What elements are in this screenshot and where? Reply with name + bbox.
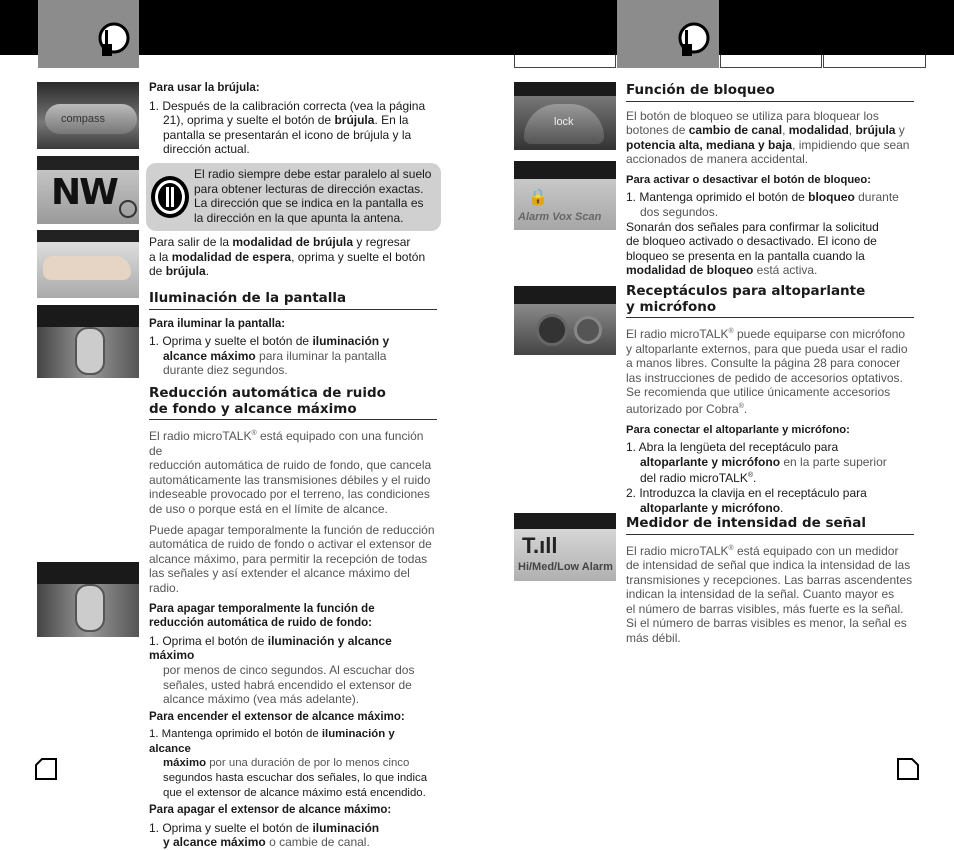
lock-heading: Función de bloqueo <box>626 82 775 98</box>
display-section: Iluminación de la pantalla Para iluminar la pantalla: 1. Oprima y suelte el botón de iluminación y alcance máximo para iluminar la pantalla durante diez segundos. <box>149 291 437 378</box>
display-heading: Iluminación de la pantalla <box>149 290 347 306</box>
signal-display-photo: T.ıll Hi/Med/Low Alarm <box>514 513 616 581</box>
lock-button-label: lock <box>554 116 574 128</box>
noise-section: Reducción automática de ruido de fondo y alcance máximo El radio microTALK® está equipado con una función de reducción automática de ruido de fondo, que cancela automáticamente las transmisiones débiles y el ruido indeseable provocado por el terreno, las condiciones de uso o porque está en el límite de alcance. Puede apagar temporalmente la función de reducción automática de ruido de fondo o activar el extensor de alcance máximo, para permitir la recepción de todas las señales y así extender el alcance máximo del radio. Para apagar temporalmente la función de reducción automática de ruido de fondo: 1. Oprima el botón de iluminación y alcance máximo por menos de cinco segundos. Al escuchar dos señales, usted habrá encendido el extensor de alcance máximo (vea más adelante). Para encender el extensor de alcance máximo: 1. Mantenga oprimido el botón de iluminación y alcance máximo por una duración de por lo menos cinco segundos hasta escuchar dos señales, lo que indica que el extensor de alcance máximo está encendido. Para apagar el extensor de alcance máximo: 1. Oprima y suelte el botón de iluminación y alcance máximo o cambie de canal. <box>149 386 437 850</box>
side-button-photo <box>37 305 139 378</box>
signal-mode-labels: Hi/Med/Low Alarm <box>518 561 613 573</box>
jack-photo <box>514 286 616 355</box>
compass-step1-line4: dirección actual. <box>163 142 250 157</box>
signal-section: Medidor de intensidad de señal El radio microTALK® está equipado con un medidor de intensidad de señal que indica la intensidad de las transmisiones y recepciones. Las barras ascendentes indican la intensidad de la señal. Cuanto mayor es el número de barras visibles, más fuerte es la señal. Si el número de barras visibles es menor, la señal es más débil. <box>626 515 913 646</box>
radio-logo-icon <box>92 18 132 58</box>
compass-section <box>149 81 441 157</box>
hand-pressing-photo <box>37 230 139 298</box>
side-button-photo-2 <box>37 562 139 637</box>
header-tab-box-1 <box>514 55 616 68</box>
header-tab-box-2 <box>720 55 822 68</box>
compass-subhead: Para usar la brújula: <box>149 82 260 94</box>
jacks-heading-2: y micrófono <box>626 298 717 315</box>
caution-note-text: El radio siempre debe estar paralelo al suelo para obtener lecturas de dirección exactas. La dirección que se indica en la pantalla es la dirección en la que apunta la antena. <box>194 167 432 225</box>
compass-exit: Para salir de la modalidad de brújula y regresar a la modalidad de espera, oprima y suelte el botón de brújula. <box>149 235 426 279</box>
page-corner-icon <box>34 757 58 781</box>
radio-logo-icon <box>672 18 712 58</box>
display-mode-labels: Alarm Vox Scan <box>518 211 602 223</box>
compass-display-photo: NW <box>37 156 139 224</box>
jacks-heading-1: Receptáculos para altoparlante <box>626 283 866 299</box>
compass-button-label: compass <box>61 113 106 125</box>
signal-heading: Medidor de intensidad de señal <box>626 515 867 531</box>
lock-button-photo <box>514 82 616 150</box>
compass-step1-line3: pantalla se presentarán el icono de brújula y la <box>163 127 412 142</box>
compass-step1-line1: 1. Después de la calibración correcta (vea la página <box>149 98 426 113</box>
display-subhead: Para iluminar la pantalla: <box>149 317 286 330</box>
compass-step1-line2: 21), oprima y suelte el botón de brújula. En la <box>163 113 409 128</box>
noise-heading-2: de fondo y alcance máximo <box>149 400 357 417</box>
compass-button-photo <box>37 82 139 149</box>
caution-icon <box>150 175 190 219</box>
noise-heading-1: Reducción automática de ruido <box>149 385 386 401</box>
header-tab-box-3 <box>823 55 926 68</box>
lock-section: Función de bloqueo El botón de bloqueo se utiliza para bloquear los botones de cambio de canal, modalidad, brújula y potencia alta, mediana y baja, impidiendo que sean accionados de manera accidental. Para activar o desactivar el botón de bloqueo: 1. Mantenga oprimido el botón de bloqueo durante dos segundos. Sonarán dos señales para confirmar la solicitud de bloqueo activado o desactivado. El icono de bloqueo se presenta en la pantalla cuando la modalidad de bloqueo está activa. <box>626 83 914 278</box>
lock-display-photo: 🔒 Alarm Vox Scan <box>514 161 616 230</box>
page-corner-icon <box>896 757 920 781</box>
jacks-section: Receptáculos para altoparlante y micrófono El radio microTALK® puede equiparse con micrófono y altoparlante externos, para que pueda usar el radio a manos libres. Consulte la página 28 para conocer las instrucciones de pedido de accesorios optativos. Se recomienda que utilice únicamente accesorios autorizado por Cobra®. Para conectar el altoparlante y micrófono: 1. Abra la lengüeta del receptáculo para altoparlante y micrófono en la parte superior del radio microTALK®. 2. Introduzca la clavija en el receptáculo para altoparlante y micrófono. <box>626 284 914 515</box>
